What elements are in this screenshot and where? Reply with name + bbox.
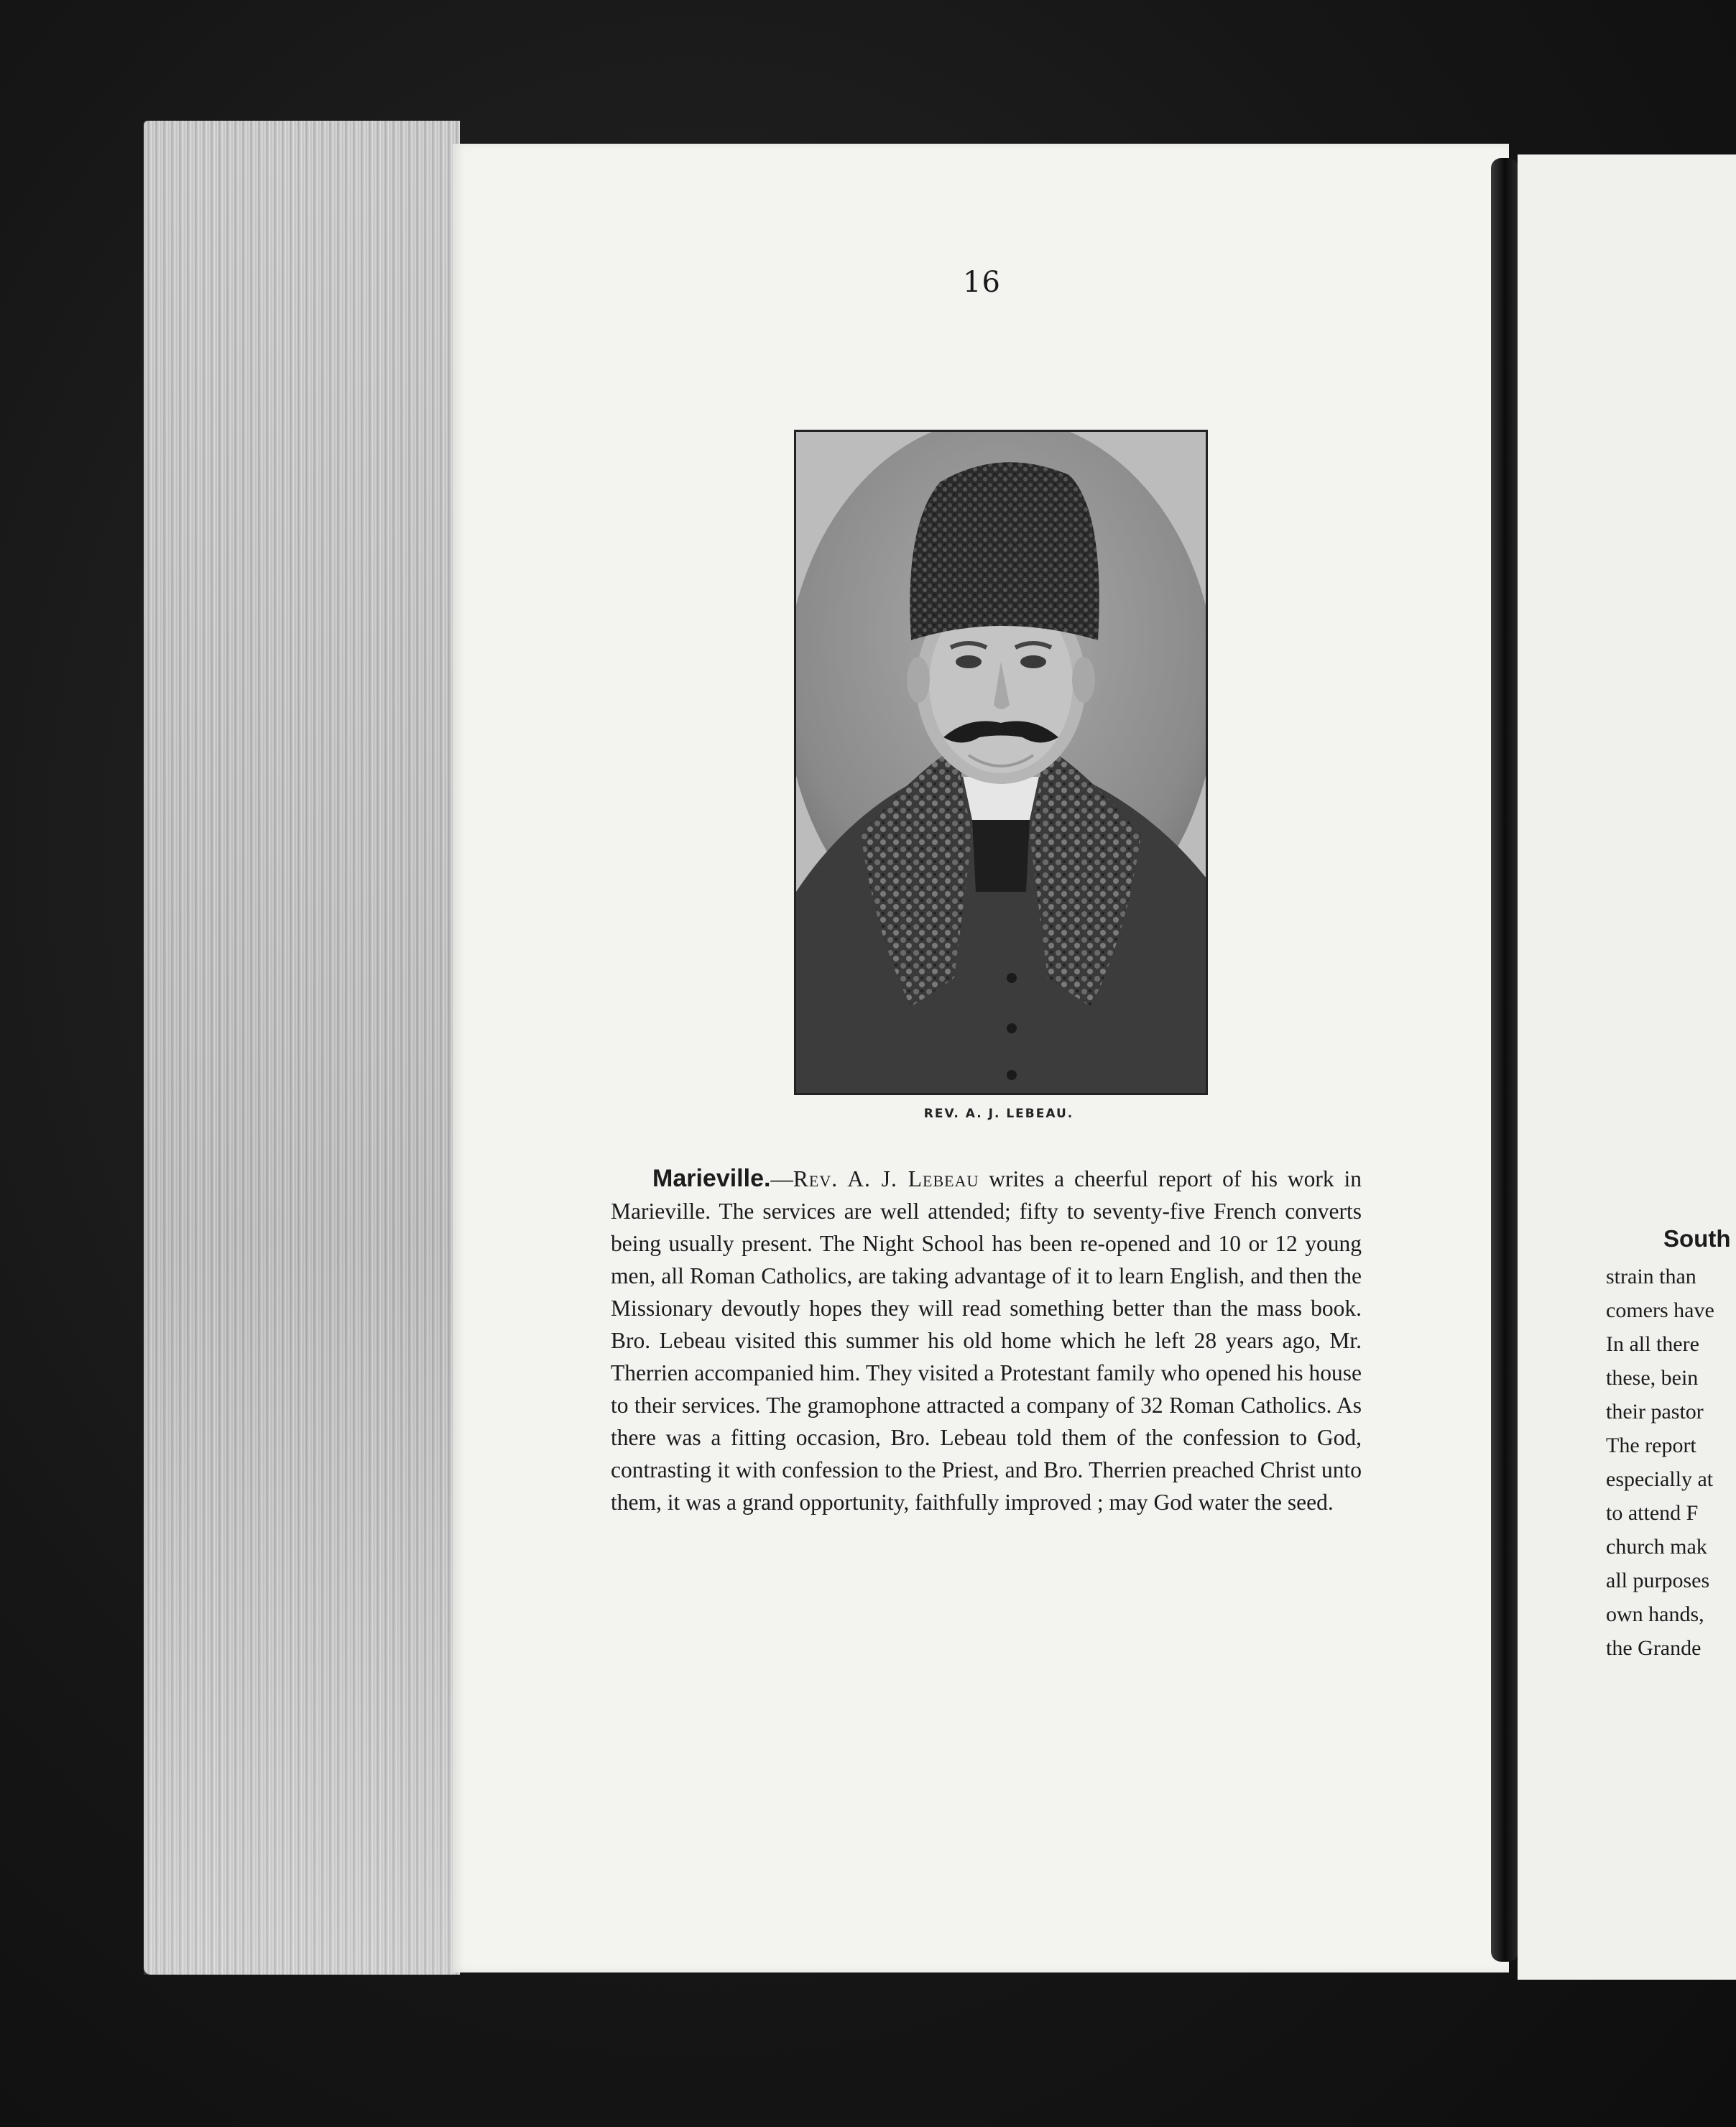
right-page-line: the Grande [1606,1636,1702,1660]
right-page-line: especially at [1606,1467,1714,1491]
article-body: writes a cheerful report of his work in Marieville. The services are well attended; fifty to seventy-five French converts being usually present. The Night School has been re-opened and 10 or 12 young men, all Roman Catholics, are taking advantage of it to learn English, and then the Missionary devoutly hopes they will read something better than the mass book. Bro. Lebeau visited this summer his old home which he left 28 years ago, Mr. Therrien accompanied him. They visited a Protestant family who opened his house to their services. The gramophone attracted a company of 32 Roman Catholics. As there was a fitting occasion, Bro. Lebeau told them of the confession to God, contrasting it with confession to the Priest, and Bro. Therrien preached Christ unto them, it was a grand opportunity, faithfully improved ; may God water the seed. [611,1166,1362,1515]
right-page-line: In all there [1606,1332,1699,1356]
article-paragraph [611,1163,1362,1518]
right-page-line: own hands, [1606,1602,1704,1626]
page-number: 16 [963,266,1001,299]
page-stack-shading [144,121,460,1975]
right-page-line: strain than [1606,1265,1696,1288]
portrait-photo [794,430,1208,1095]
article-lead-title: Marieville. [652,1165,771,1192]
right-page-line: church mak [1606,1535,1707,1559]
right-page-heading: South [1663,1225,1731,1252]
right-page-line: all purposes [1606,1569,1710,1592]
right-page-line: these, bein [1606,1366,1699,1390]
portrait-illustration [796,432,1206,1093]
article-lead-dash: — [770,1166,793,1191]
right-page-line: their pastor [1606,1400,1704,1424]
figure-caption: REV. A. J. LEBEAU. [923,1107,1074,1121]
right-page-line: comers have [1606,1298,1714,1322]
right-page-line: to attend F [1606,1501,1699,1525]
right-page [1518,154,1736,1980]
article-author: Rev. A. J. Lebeau [793,1166,979,1191]
book-gutter [1491,158,1518,1962]
right-page-line: The report [1606,1434,1696,1457]
right-page-text [1606,1222,1736,1665]
